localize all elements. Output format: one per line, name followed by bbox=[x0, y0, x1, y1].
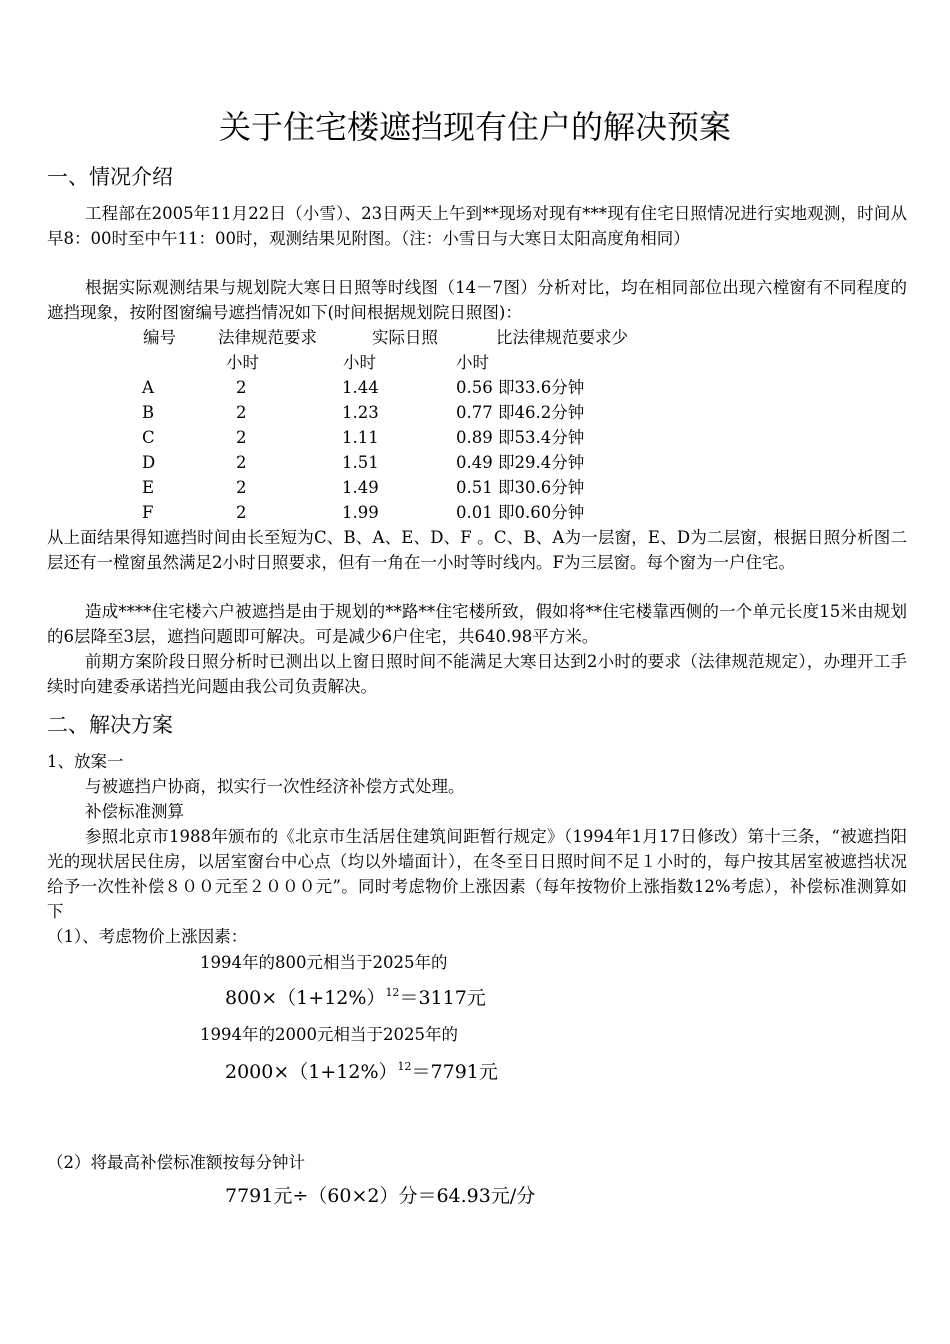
table-header-id: 编号 bbox=[143, 328, 176, 347]
document-title: 关于住宅楼遮挡现有住户的解决预案 bbox=[218, 108, 731, 146]
table-cell: B bbox=[142, 403, 155, 422]
table-cell: 0.56 即33.6分钟 bbox=[456, 378, 585, 397]
table-unit-required: 小时 bbox=[226, 353, 259, 372]
table-header-actual: 实际日照 bbox=[372, 328, 438, 347]
calc-2000-exponent: 12 bbox=[397, 1060, 412, 1073]
table-cell: 2 bbox=[236, 428, 247, 447]
table-header-shortfall: 比法律规范要求少 bbox=[496, 328, 628, 347]
calc-per-minute-formula: 7791元÷（60×2）分＝64.93元/分 bbox=[225, 1185, 536, 1207]
table-cell: E bbox=[142, 478, 155, 497]
table-header-required: 法律规范要求 bbox=[218, 328, 317, 347]
table-cell: C bbox=[142, 428, 155, 447]
table-cell: 1.49 bbox=[342, 478, 379, 497]
calc-800-base: 800×（1+12%） bbox=[225, 987, 386, 1009]
table-cell: 0.77 即46.2分钟 bbox=[456, 403, 585, 422]
table-cell: 0.49 即29.4分钟 bbox=[456, 453, 585, 472]
paragraph-cause: 造成****住宅楼六户被遮挡是由于规划的**路**住宅楼所致，假如将**住宅楼靠西侧的一个单元长度15米由规划的6层降至3层，遮挡问题即可解决。可是减少6户住宅，共640.98平方米。 bbox=[47, 602, 907, 646]
table-cell: F bbox=[142, 503, 154, 522]
table-cell: 0.51 即30.6分钟 bbox=[456, 478, 585, 497]
table-cell: 0.89 即53.4分钟 bbox=[456, 428, 585, 447]
table-unit-actual: 小时 bbox=[343, 353, 376, 372]
calc-800-formula bbox=[225, 984, 486, 1015]
table-cell: 1.44 bbox=[342, 378, 379, 397]
option-one-heading: 1、放案一 bbox=[47, 752, 124, 771]
negotiation-line: 与被遮挡户协商，拟实行一次性经济补偿方式处理。 bbox=[85, 777, 465, 796]
table-cell: 2 bbox=[236, 503, 247, 522]
calc-2000-result: ＝7791元 bbox=[411, 1061, 498, 1083]
calc-800-result: ＝3117元 bbox=[399, 987, 486, 1009]
calc-2000-formula bbox=[225, 1058, 498, 1089]
calc-800-label: 1994年的800元相当于2025年的 bbox=[200, 953, 448, 972]
table-cell: 2 bbox=[236, 453, 247, 472]
paragraph-regulation: 参照北京市1988年颁布的《北京市生活居住建筑间距暂行规定》（1994年1月17日修改）第十三条，“被遮挡阳光的现状居民住房，以居室窗台中心点（均以外墙面计），在冬至日日照时间不足１小时的，每户按其居室被遮挡状况给予一次性补偿８００元至２０００元”。同时考虑物价上涨因素（每年按物价上涨指数12%考虑），补偿标准测算如下 bbox=[47, 827, 907, 921]
compensation-calc-heading: 补偿标准测算 bbox=[85, 802, 184, 821]
paragraph-commitment: 前期方案阶段日照分析时已测出以上窗日照时间不能满足大寒日达到2小时的要求（法律规范规定），办理开工手续时向建委承诺挡光问题由我公司负责解决。 bbox=[47, 652, 907, 696]
paragraph-observation: 工程部在2005年11月22日（小雪）、23日两天上午到**现场对现有***现有住宅日照情况进行实地观测，时间从早8：00时至中午11：00时，观测结果见附图。（注：小雪日与大寒日太阳高度角相同） bbox=[47, 204, 907, 248]
section-heading-solution: 二、解决方案 bbox=[47, 713, 173, 737]
subsection-price-factor: （1）、考虑物价上涨因素： bbox=[47, 927, 248, 946]
table-cell: A bbox=[142, 378, 154, 397]
table-cell: 2 bbox=[236, 478, 247, 497]
table-cell: 0.01 即0.60分钟 bbox=[456, 503, 585, 522]
table-cell: 1.99 bbox=[342, 503, 379, 522]
table-unit-shortfall: 小时 bbox=[456, 353, 489, 372]
paragraph-results: 从上面结果得知遮挡时间由长至短为C、B、A、E、D、F 。C、B、A为一层窗，E、D为二层窗，根据日照分析图二层还有一樘窗虽然满足2小时日照要求，但有一角在一小时等时线内。F为三层窗。每个窗为一户住宅。 bbox=[47, 528, 907, 572]
table-cell: 2 bbox=[236, 378, 247, 397]
calc-800-exponent: 12 bbox=[385, 986, 400, 999]
table-cell: 2 bbox=[236, 403, 247, 422]
paragraph-analysis: 根据实际观测结果与规划院大寒日日照等时线图（14－7图）分析对比，均在相同部位出现六樘窗有不同程度的遮挡现象，按附图窗编号遮挡情况如下(时间根据规划院日照图)： bbox=[47, 278, 907, 322]
table-cell: 1.51 bbox=[342, 453, 379, 472]
table-cell: 1.11 bbox=[342, 428, 379, 447]
calc-2000-label: 1994年的2000元相当于2025年的 bbox=[200, 1025, 458, 1044]
table-cell: 1.23 bbox=[342, 403, 379, 422]
table-cell: D bbox=[142, 453, 156, 472]
calc-2000-base: 2000×（1+12%） bbox=[225, 1061, 398, 1083]
section-heading-intro: 一、情况介绍 bbox=[47, 165, 173, 189]
subsection-per-minute: （2）将最高补偿标准额按每分钟计 bbox=[47, 1153, 305, 1172]
